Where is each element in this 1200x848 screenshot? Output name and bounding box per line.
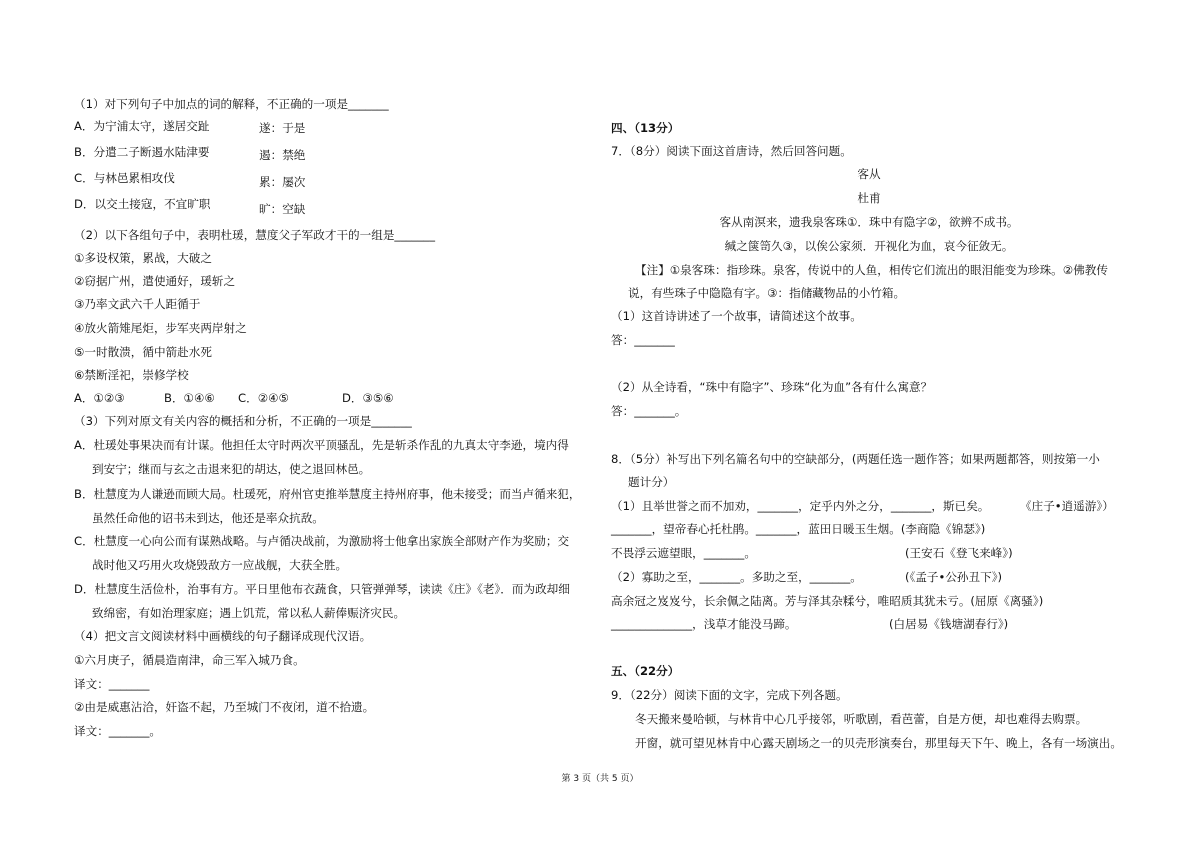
page-footer: 第 3 页（共 5 页） (561, 774, 639, 784)
q2-item-2: ②窃据广州，遣使通好，瑗斩之 (74, 274, 236, 288)
poem-line-1: 客从南溟来，遗我泉客珠①．珠中有隐字②，欲辨不成书。 (719, 215, 1019, 229)
q8-line-4-source: (《孟子•公孙丑下》) (905, 570, 1003, 584)
q8-line-3-source: (王安石《登飞来峰》) (905, 546, 1013, 560)
q1-option-d: D．以交土接寇，不宜旷职 (74, 197, 211, 211)
q4-answer-1: 译文：_______ (74, 677, 150, 691)
q2-stem: （2）以下各组句子中，表明杜瑗，慧度父子军政才干的一组是_______ (74, 228, 435, 242)
q8-stem-2: 题计分） (628, 475, 675, 489)
section-5-heading: 五、（22分） (611, 664, 680, 678)
q1-option-a: A．为宁浦太守，遂居交趾 (74, 119, 210, 133)
q2-choice-b: B．①④⑥ (164, 391, 215, 405)
q2-item-5: ⑤一时散溃，循中箭赴水死 (74, 345, 212, 359)
q2-item-6: ⑥禁断淫祀，崇修学校 (74, 368, 189, 382)
q3-line: C．杜慧度一心向公而有谋熟战略。与卢循决战前，为激励将士他拿出家族全部财产作为奖励；交 (74, 534, 570, 548)
q3-line: 虽然任命他的诏书未到达，他还是率众抗敌。 (92, 511, 324, 525)
q1-gloss-c: 累：屡次 (259, 175, 306, 189)
q8-line-4: （2）寡助之至，_______。多助之至，_______。 (611, 570, 862, 584)
q7-sub-1: （1）这首诗讲述了一个故事，请简述这个故事。 (611, 309, 862, 323)
q4-sentence-2: ②由是威惠沾洽，奸盗不起，乃至城门不夜闭，道不拾遗。 (74, 700, 375, 714)
q4-answer-2: 译文：_______。 (74, 724, 161, 738)
q4-sentence-1: ①六月庚子，循晨造南津，命三军入城乃食。 (74, 653, 305, 667)
q8-line-3: 不畏浮云遮望眼，_______。 (611, 546, 756, 560)
q2-item-4: ④放火箭雉尾炬，步军夹两岸射之 (74, 321, 247, 335)
q1-stem: （1）对下列句子中加点的词的解释，不正确的一项是_______ (74, 97, 389, 111)
q3-stem: （3）下列对原文有关内容的概括和分析，不正确的一项是_______ (74, 414, 412, 428)
q1-gloss-d: 旷：空缺 (259, 202, 306, 216)
q2-item-1: ①多设权策，累战，大破之 (74, 251, 212, 265)
q2-item-3: ③乃率文武六千人距循于 (74, 297, 201, 311)
q2-choice-c: C．②④⑤ (238, 391, 289, 405)
q3-line: 战时他又巧用火攻烧毁敌方一应战舰，大获全胜。 (92, 558, 348, 572)
section-4-heading: 四、（13分） (611, 121, 680, 135)
poem-note-1: 【注】①泉客珠：指珍珠。泉客，传说中的人鱼，相传它们流出的眼泪能变为珍珠。②佛教传 (635, 263, 1108, 277)
q2-choice-d: D．③⑤⑥ (342, 391, 394, 405)
q9-paragraph-1: 冬天搬来曼哈顿，与林肯中心几乎接邻，听歌剧，看芭蕾，自是方便，却也难得去购票。 (635, 712, 1088, 726)
q8-line-1-source: 《庄子•逍遥游》） (1020, 499, 1114, 513)
q8-line-1: （1）且举世誉之而不加劝，_______，定乎内外之分，_______，斯已矣。 (611, 499, 990, 513)
poem-note-2: 说，有些珠子中隐隐有字。③：指储藏物品的小竹箱。 (628, 286, 906, 300)
q2-choice-a: A．①②③ (74, 391, 125, 405)
q7-answer-2: 答：_______。 (611, 404, 687, 418)
q3-line: B．杜慧度为人谦逊而顾大局。杜瑗死，府州官吏推举慧度主持州府事，他未接受；而当卢循来犯， (74, 487, 581, 501)
q3-line: 到安宁；继而与玄之击退来犯的胡达，使之退回林邑。 (92, 462, 371, 476)
q7-answer-1: 答：_______ (611, 333, 675, 347)
q1-gloss-a: 遂：于是 (259, 121, 306, 135)
q8-stem-1: 8．（5分）补写出下列名篇名句中的空缺部分，(两题任选一题作答；如果两题都答，则按第一小 (611, 452, 1100, 466)
q7-stem: 7．（8分）阅读下面这首唐诗，然后回答问题。 (611, 144, 852, 158)
q4-stem: （4）把文言文阅读材料中画横线的句子翻译成现代汉语。 (74, 629, 372, 643)
q8-line-6-source: (白居易《钱塘湖春行》) (889, 617, 1009, 631)
poem-line-2: 缄之箧笥久③，以俟公家须．开视化为血，哀今征敛无。 (724, 239, 1014, 253)
q3-line: 致绵密，有如治理家庭；遇上饥荒，常以私人薪俸赈济灾民。 (92, 606, 406, 620)
q3-line: A．杜瑗处事果决而有计谋。他担任太守时两次平顶骚乱，先是斩杀作乱的九真太守李逊，境内得 (74, 438, 569, 452)
q8-line-2: _______，望帝春心托杜鹃。_______，蓝田日暖玉生烟。(李商隐《锦瑟》) (611, 522, 986, 536)
q1-option-c: C．与林邑累相攻伐 (74, 171, 175, 185)
q1-gloss-b: 遏：禁绝 (259, 148, 306, 162)
q3-line: D．杜慧度生活俭朴，治事有方。平日里他布衣蔬食，只管弹弹琴，读读《庄》《老》．而为政却细 (74, 582, 570, 596)
q8-line-6: ______________，浅草才能没马蹄。 (611, 617, 797, 631)
q7-sub-2: （2）从全诗看，“珠中有隐字”、珍珠“化为血”各有什么寓意？ (611, 380, 933, 394)
q1-option-b: B．分遣二子断遏水陆津要 (74, 145, 210, 159)
q9-stem: 9．（22分）阅读下面的文字，完成下列各题。 (611, 688, 848, 702)
q9-paragraph-2: 开窗，就可望见林肯中心露天剧场之一的贝壳形演奏台，那里每天下午、晚上，各有一场演出。 (635, 736, 1122, 750)
poem-title: 客从 (857, 167, 881, 181)
poem-author: 杜甫 (857, 191, 881, 205)
q8-line-5: 高余冠之岌岌兮，长余佩之陆离。芳与泽其杂糅兮，唯昭质其犹未亏。(屈原《离骚》) (611, 594, 1044, 608)
